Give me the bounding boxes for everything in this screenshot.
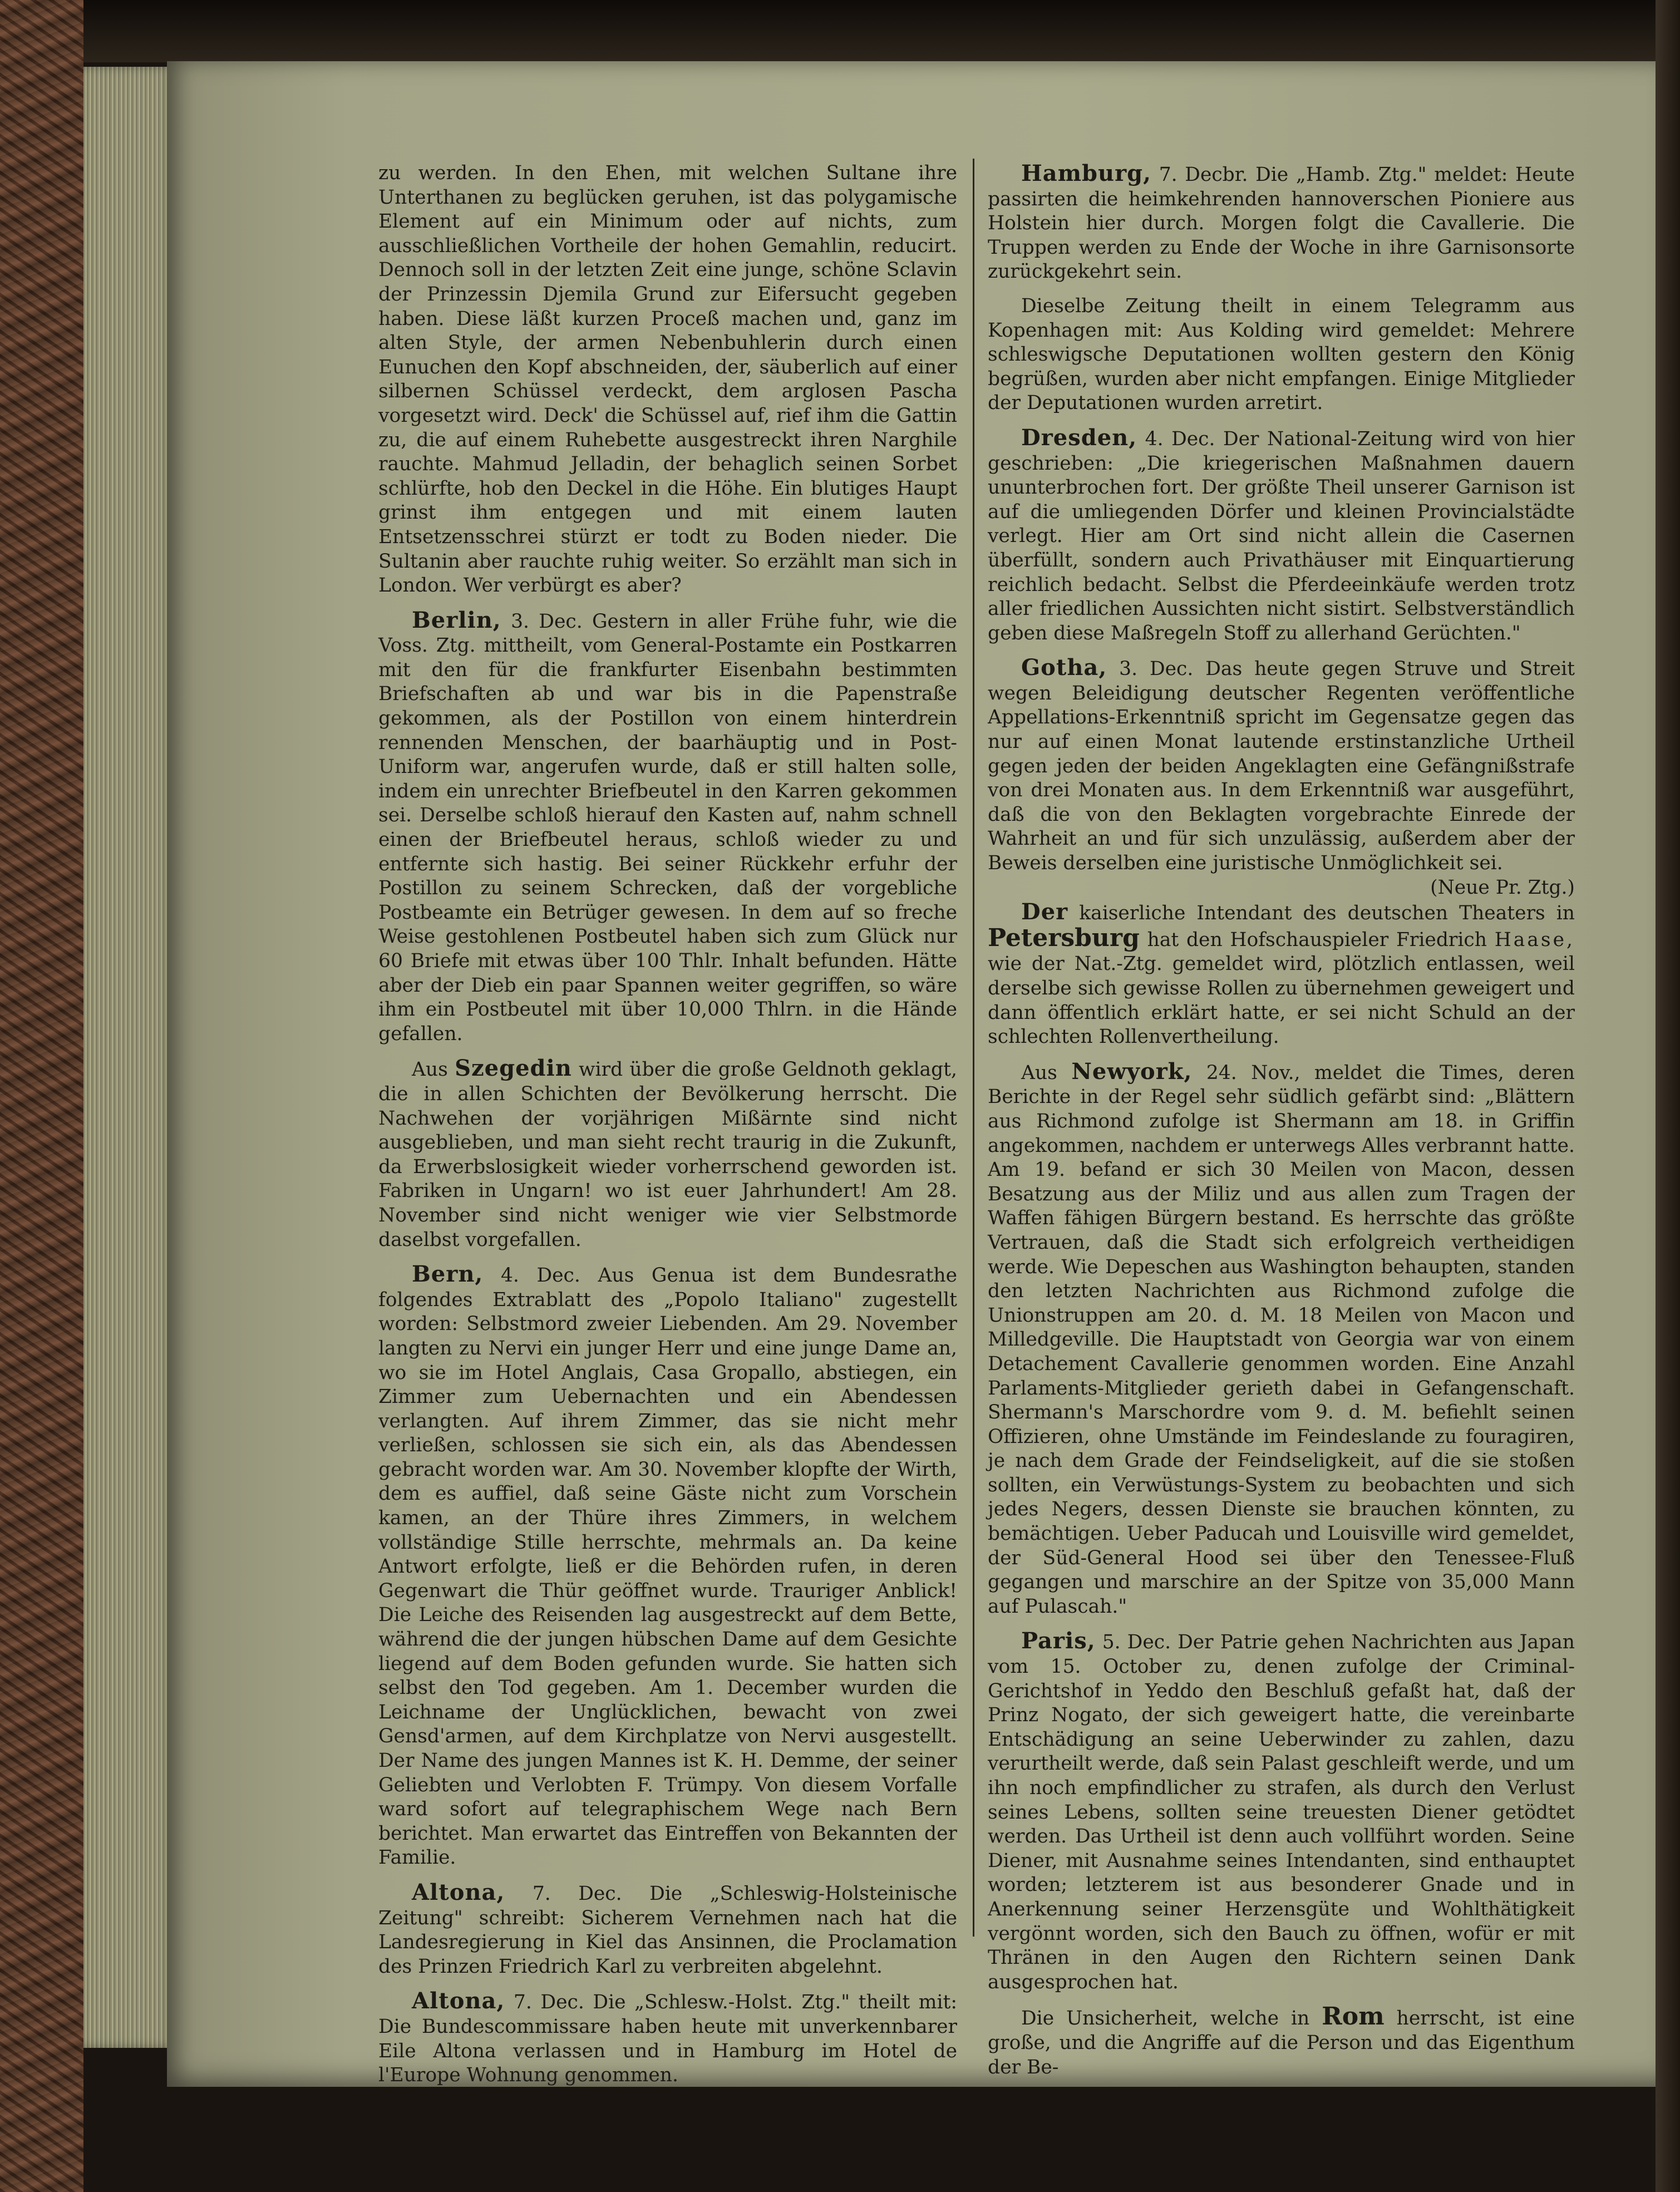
article-newyork [988, 1060, 1575, 1619]
article-text: Das heute gegen Struve und Streit wegen Beleidigung deutscher Regenten veröffentliche Appellations-Erkenntniß spricht im Gegensatze gegen das nur auf einen Monat lautende erstinstanzliche Urtheil gegen jeden der beiden Angeklagten eine Gefängnißstrafe von drei Monaten aus. In dem Erkenntniß war ausgeführt, daß die von den Beklagten vorgebrachte Einrede der Wahrheit an und für sich unzulässig, außerdem aber der Beweis derselben eine juristische Unmöglichkeit sei. [988, 658, 1575, 875]
top-shadow [83, 0, 1664, 62]
article-date: 4. Dec. [500, 1264, 580, 1287]
place-dresden: Dresden, [1021, 424, 1137, 451]
article-text: Die Unsicherheit, welche in [1021, 2007, 1310, 2030]
article-source: (Neue Pr. Ztg.) [1430, 876, 1575, 899]
article-date: 7. Decbr. [1159, 164, 1248, 186]
place-altona: Altona, [412, 1988, 505, 2014]
article-date: 7. Dec. [532, 1882, 622, 1905]
article-text: herrscht, ist eine große, und die Angriffe auf die Person und das Eigenthum der Be- [988, 2007, 1575, 2078]
article-altona-1 [378, 1880, 957, 1979]
article-text: Gestern in aller Frühe fuhr, wie die Voss. Ztg. mittheilt, vom General-Postamte ein Postkarren mit den für die frankfurter Eisenbahn bestimmten Briefschaften ab und war bis in die Papenstraße gekommen, als der Postillon von einem hinterdrein rennenden Menschen, der baarhäuptig und in Post-Uniform war, angerufen wurde, daß er still halten solle, indem ein unrechter Briefbeutel in den Karren gekommen sei. Derselbe schloß hierauf den Kasten auf, nahm schnell einen der Briefbeutel heraus, schloß wieder zu und entfernte sich hastig. Bei seiner Rückkehr erfuhr der Postillon zu seinem Schrecken, daß der vorgebliche Postbeamte ein Betrüger gewesen. In dem auf so freche Weise gestohlenen Postbeutel haben sich zum Glück nur 60 Briefe mit etwas über 100 Thlr. Inhalt befunden. Hätte aber der Dieb ein paar Spannen weiter gegriffen, so wäre ihm ein Postbeutel mit über 10,000 Thlrn. in die Hände gefallen. [378, 610, 958, 1045]
article-gotha [988, 654, 1575, 899]
article-date: 24. Nov., [1206, 1061, 1300, 1084]
article-text: wird über die große Geldnoth geklagt, die in allen Schichten der Bevölkerung herrscht. Die Nachwehen der vorjährigen Mißärnte sind nicht ausgeblieben, und man sieht recht traurig in die Zukunft, da Erwerbslosigkeit wieder vorherrschend geworden ist. Fabriken in Ungarn! wo ist euer Jahrhundert! Am 28. November sind nicht weniger wie vier Selbstmorde daselbst vorgefallen. [378, 1058, 957, 1251]
article-text: Die „Schlesw.-Holst. Ztg." theilt mit: Die Bundescommissare haben heute mit unverkennbarer Eile Altona verlassen und in Hamburg im Hotel de l'Europe Wohnung genommen. [378, 1991, 958, 2087]
article-dresden [988, 426, 1575, 646]
article-date: 7. Dec. [513, 1991, 584, 2014]
place-hamburg: Hamburg, [1021, 160, 1152, 186]
column-divider [973, 159, 974, 1937]
article-text: Die „Schleswig-Holsteinische Zeitung" schreibt: Sicherem Vernehmen nach hat die Landesregierung in Kiel das Ansinnen, die Proclamation des Prinzen Friedrich Karl zu verbreiten abgelehnt. [378, 1882, 958, 1978]
article-altona-2 [378, 1989, 957, 2087]
article-date: 4. Dec. [1145, 427, 1215, 450]
article-hamburg-telegram [988, 294, 1575, 416]
article-lead: Aus [1021, 1061, 1057, 1084]
article-text: kaiserliche Intendant des deutschen Theaters in [1079, 902, 1575, 925]
article-paris [988, 1629, 1575, 1994]
article-text: wie der Nat.-Ztg. gemeldet wird, plötzlich entlassen, weil derselbe sich gewisse Rollen zu übernehmen geweigert und dann öffentlich erklärt hatte, er sei nicht Schuld an der schlechten Rollenvertheilung. [988, 953, 1575, 1048]
article-text: Der National-Zeitung wird von hier geschrieben: „Die kriegerischen Maßnahmen dauern ununterbrochen fort. Der größte Theil unserer Garnison ist auf die umliegenden Dörfer und kleinen Provincialstädte verlegt. Hier am Ort sind nicht allein die Casernen überfüllt, sondern auch Privathäuser mit Einquartierung reichlich bedacht. Selbst die Pferdeeinkäufe werden trotz aller friedlichen Aussichten nicht sistirt. Selbstverständlich geben diese Maßregeln Stoff zu allerhand Gerüchten." [988, 427, 1575, 644]
article-lead: Aus [412, 1058, 448, 1081]
article-date: 3. Dec. [1119, 658, 1194, 681]
place-bern: Bern, [412, 1261, 484, 1288]
article-lead: Der [1021, 899, 1068, 925]
article-rom [988, 2004, 1575, 2080]
article-text: Dieselbe Zeitung theilt in einem Telegramm aus Kopenhagen mit: Aus Kolding wird gemeldet: Mehrere schleswigsche Deputationen wollten gestern den König begrüßen, wurden aber nicht empfangen. Einige Mitglieder der Deputationen wurden arretirt. [988, 294, 1575, 415]
place-paris: Paris, [1021, 1628, 1096, 1654]
article-szegedin [378, 1056, 957, 1252]
article-sultan [378, 161, 957, 598]
article-petersburg [988, 900, 1575, 1050]
left-column [378, 161, 957, 2098]
article-text: hat den Hofschauspieler Friedrich [1147, 928, 1487, 951]
article-text: meldet die Times, deren Berichte in der Regel sehr südlich gefärbt sind: „Blättern aus Richmond zufolge ist Shermann am 18. in Griffin angekommen, nachdem er unterwegs Alles verbrannt hatte. Am 19. befand er sich 30 Meilen von Macon, dessen Besatzung aus der Miliz und aus allen zum Tragen der Waffen fähigen Bürgern bestand. Es herrschte das größte Vertrauen, daß die Stadt sich erfolgreich vertheidigen werde. Wie Depeschen aus Washington behaupten, standen den letzten Nachrichten aus Richmond zufolge die Unionstruppen am 20. d. M. 18 Meilen von Macon und Milledgeville. Die Hauptstadt von Georgia war von einem Detachement Cavallerie genommen worden. Eine Anzahl Parlaments-Mitglieder gerieth dabei in Gefangenschaft. Shermann's Marschordre vom 9. d. M. befiehlt seinen Offizieren, ohne Umstände im Feindeslande zu fouragiren, je nach dem Grade der Feindseligkeit, auf die sie stoßen sollten, ein Verwüstungs-System zu beobachten und sich jedes Negers, dessen Dienste sie brauchen könnten, zu bemächtigen. Ueber Paducah und Louisville wird gemeldet, der Süd-General Hood sei über den Tenessee-Fluß gegangen und marschire an der Spitze von 35,000 Mann auf Pulascah." [988, 1061, 1575, 1618]
place-rom: Rom [1322, 2002, 1385, 2031]
article-text: zu werden. In den Ehen, mit welchen Sultane ihre Unterthanen zu beglücken geruhen, ist das polygamische Element auf ein Minimum oder auf nichts, zum ausschließlichen Vortheile der hohen Gemahlin, reducirt. Dennoch soll in der letzten Zeit eine junge, schöne Sclavin der Prinzessin Djemila Grund zur Eifersucht gegeben haben. Diese läßt kurzen Proceß machen und, ganz im alten Style, der armen Nebenbuhlerin durch einen Eunuchen den Kopf abschneiden, der, säuberlich auf einer silbernen Schüssel verdeckt, dem arglosen Pascha vorgesetzt wird. Deck' die Schüssel auf, rief ihm die Gattin zu, die auf einem Ruhebette ausgestreckt ihren Narghile rauchte. Mahmud Jelladin, der behaglich seinen Sorbet schlürfte, hob den Deckel in die Höhe. Ein blutiges Haupt grinst ihm entgegen und mit einem lauten Entsetzensschrei stürzt er todt zu Boden nieder. Die Sultanin aber rauchte ruhig weiter. So erzählt man sich in London. Wer verbürgt es aber? [378, 162, 957, 597]
place-gotha: Gotha, [1021, 654, 1107, 681]
article-text: Die „Hamb. Ztg." meldet: Heute passirten die heimkehrenden hannoverschen Pioniere aus Holstein hier durch. Morgen folgt die Cavallerie. Die Truppen werden zu Ende der Woche in ihre Garnisonsorte zurückgekehrt sein. [988, 164, 1575, 283]
article-hamburg [988, 161, 1575, 284]
article-text: Der Patrie gehen Nachrichten aus Japan vom 15. October zu, denen zufolge der Criminal-Gerichtshof in Yeddo den Beschluß gefaßt hat, daß der Prinz Nogato, der sich geweigert hatte, die vereinbarte Entschädigung an seine Ueberwinder zu zahlen, dazu verurtheilt werde, daß sein Palast geschleift werde, und um ihn noch empfindlicher zu strafen, als durch den Verlust seines Lebens, sollten seine treuesten Diener getödtet werden. Das Urtheil ist denn auch vollführt worden. Seine Diener, mit Ausnahme seines Intendanten, sind enthauptet worden; letzterem ist aus besonderer Gnade und in Anerkennung seiner Herzensgüte und Wohlthätigkeit vergönnt worden, sich den Bauch zu öffnen, wofür er mit Thränen in den Augen den Richtern seinen Dank ausgesprochen hat. [988, 1631, 1575, 1993]
page-edges [83, 67, 175, 2048]
place-petersburg: Petersburg [988, 923, 1140, 952]
place-newyork: Newyork, [1071, 1058, 1193, 1085]
place-altona: Altona, [412, 1879, 505, 1905]
place-szegedin: Szegedin [455, 1055, 572, 1082]
right-shadow [1656, 0, 1680, 2192]
article-text: Aus Genua ist dem Bundesrathe folgendes Extrablatt des „Popolo Italiano" zugestellt worden: Selbstmord zweier Liebenden. Am 29. November langten zu Nervi ein junger Herr und eine junge Dame an, wo sie im Hotel Anglais, Casa Gropallo, abstiegen, ein Zimmer zum Uebernachten und ein Abendessen verlangten. Auf ihrem Zimmer, das sie nicht mehr verließen, schlossen sie sich ein, als das Abendessen gebracht worden war. Am 30. November klopfte der Wirth, dem es auffiel, daß seine Gäste nicht zum Vorschein kamen, an der Thüre ihres Zimmers, in welchem vollständige Stille herrschte, mehrmals an. Da keine Antwort erfolgte, ließ er die Behörden rufen, in deren Gegenwart die Thür geöffnet wurde. Trauriger Anblick! Die Leiche des Reisenden lag ausgestreckt auf dem Bette, während die der jungen hübschen Dame auf dem Gesichte liegend auf dem Boden gefunden wurde. Sie hatten sich selbst den Tod gegeben. Am 1. December wurden die Leichname der Unglücklichen, bewacht von zwei Gensd'armen, auf dem Kirchplatze von Nervi ausgestellt. Der Name des jungen Mannes ist K. H. Demme, der seiner Geliebten und Verlobten F. Trümpy. Von diesem Vorfalle ward sofort auf telegraphischem Wege nach Bern berichtet. Man erwartet das Eintreffen von Bekannten der Familie. [378, 1264, 958, 1869]
book-cover-marble [0, 0, 83, 2192]
article-date: 3. Dec. [511, 610, 583, 633]
person-name: Haase, [1494, 928, 1575, 951]
article-date: 5. Dec. [1102, 1631, 1171, 1654]
article-berlin [378, 608, 957, 1047]
article-bern [378, 1262, 957, 1870]
right-column [988, 161, 1575, 2090]
place-berlin: Berlin, [412, 607, 501, 633]
